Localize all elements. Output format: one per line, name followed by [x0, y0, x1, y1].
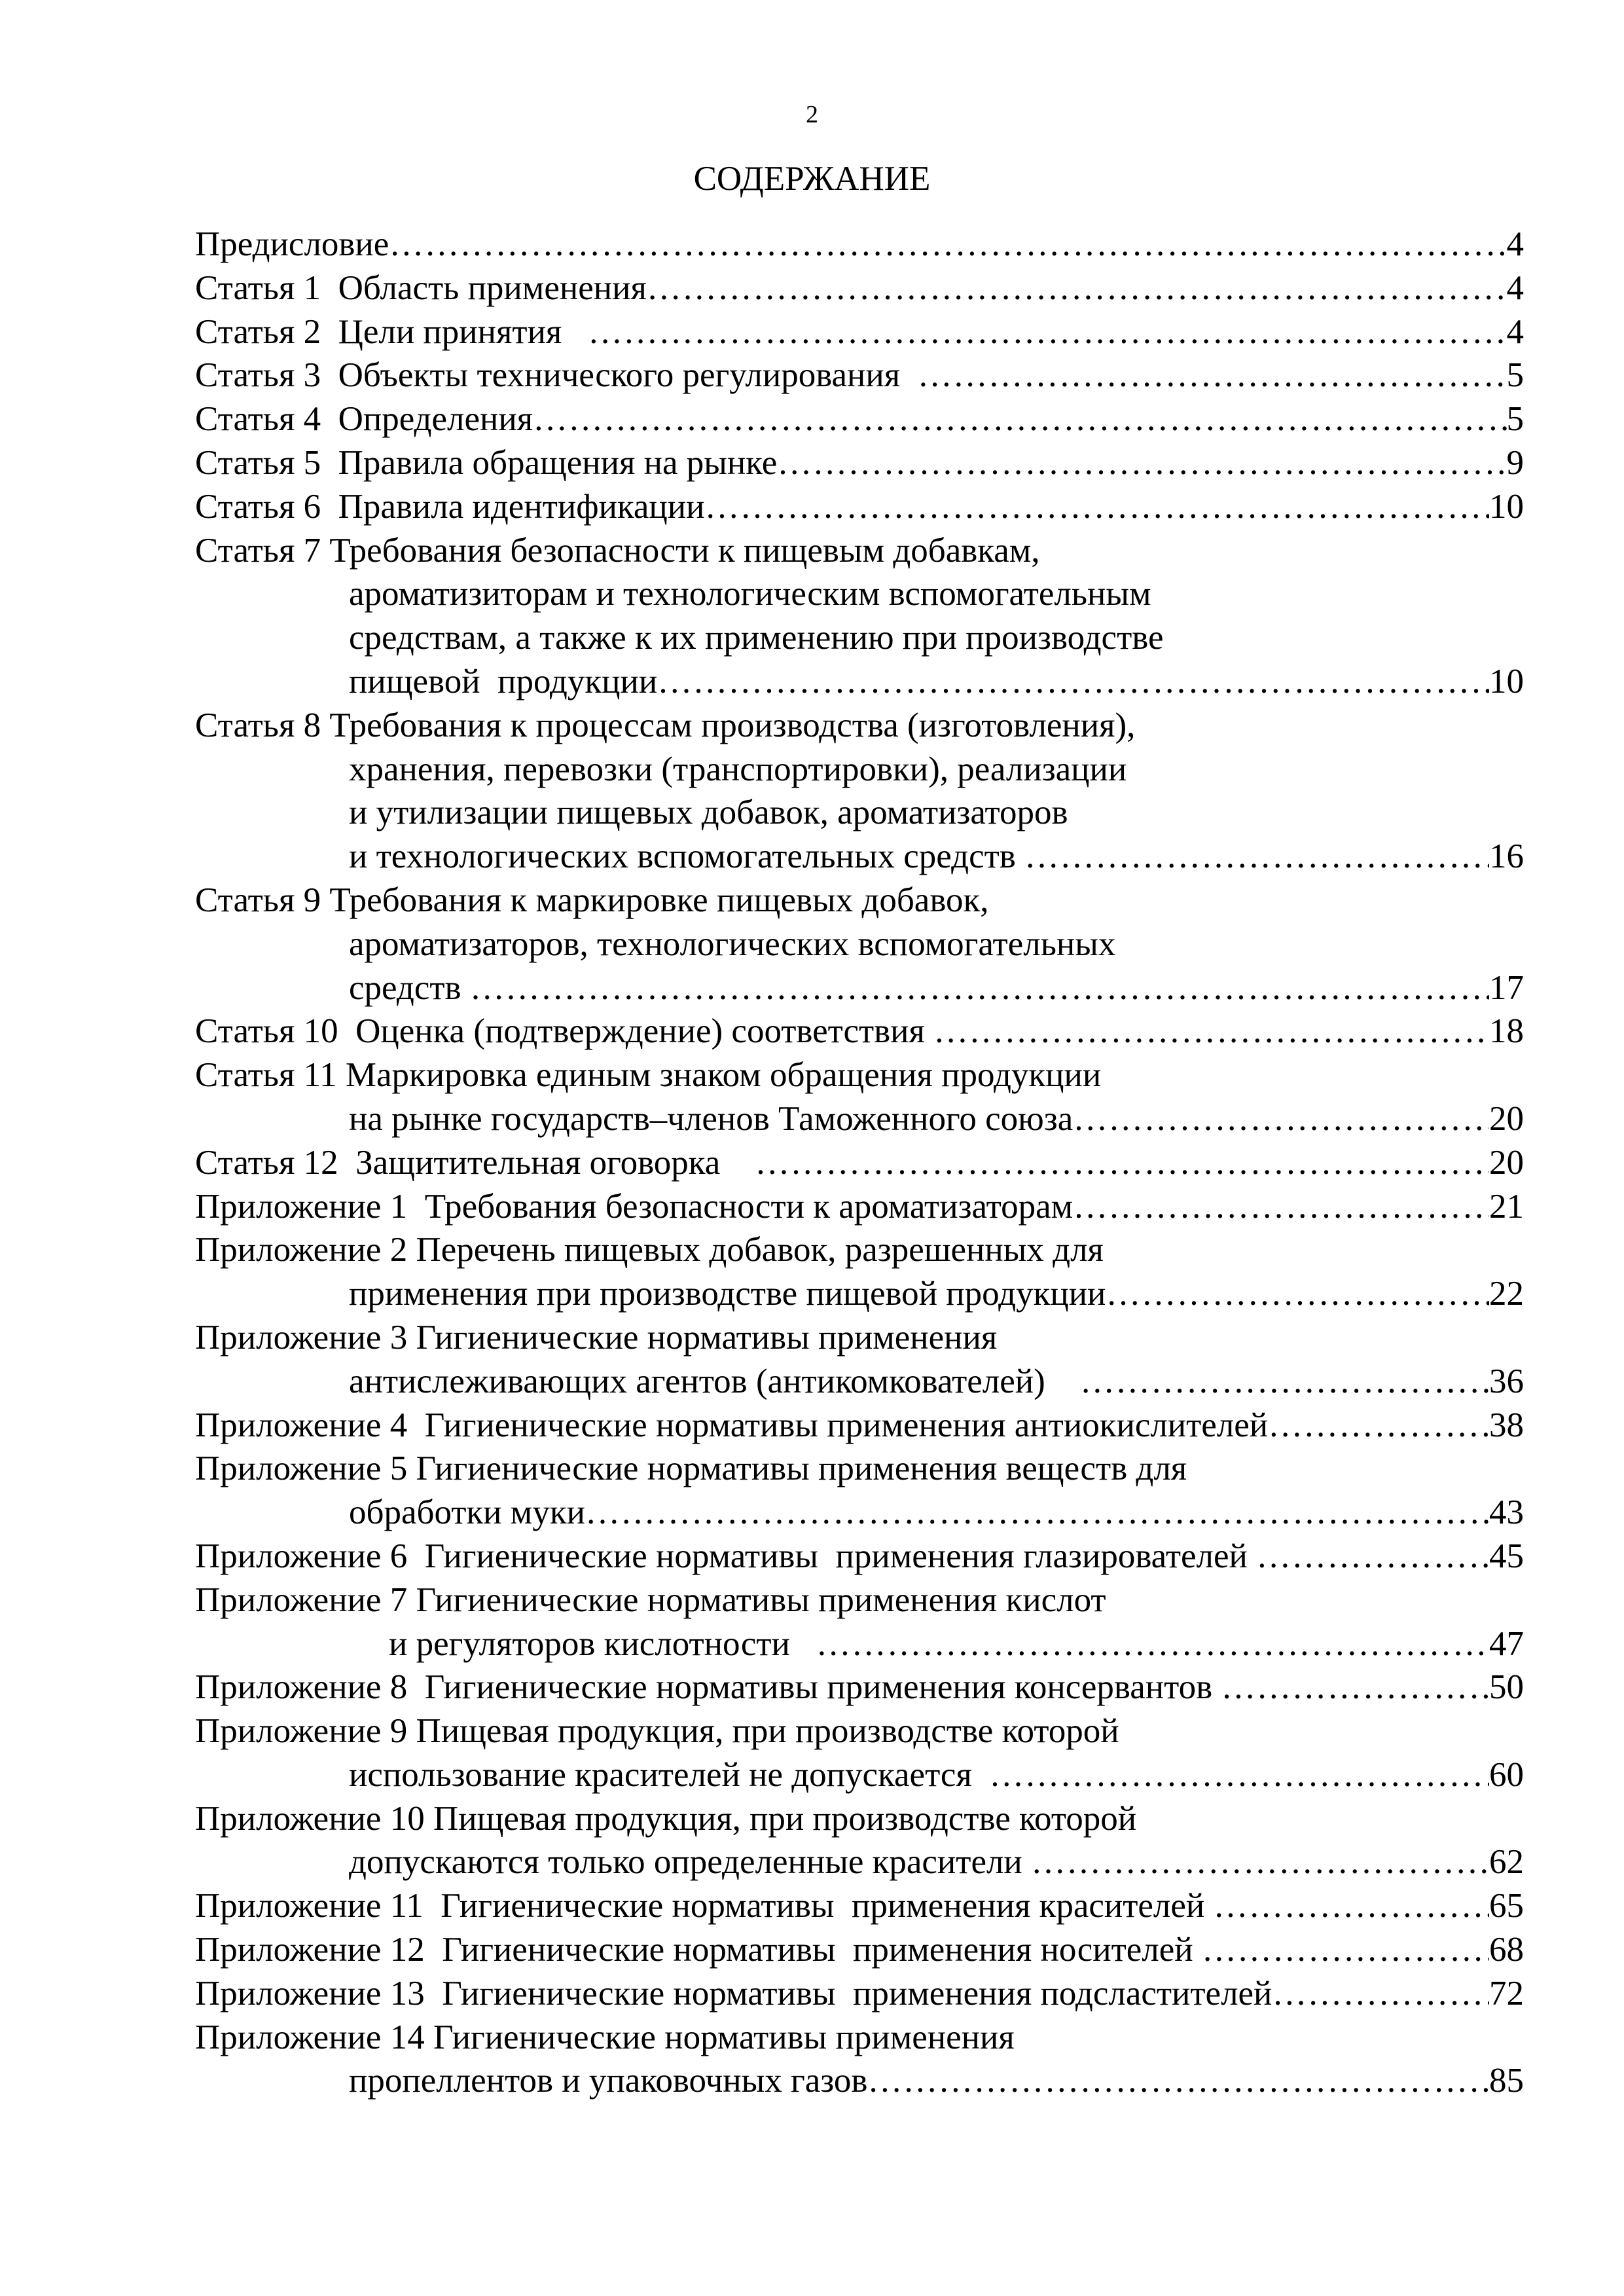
toc-entry[interactable] [195, 1053, 1524, 1141]
toc-entry-line-with-page [195, 1141, 1524, 1185]
toc-page-number: 72 [1489, 1974, 1524, 2013]
toc-page-number: 65 [1489, 1887, 1524, 1925]
toc-page-number: 38 [1489, 1406, 1524, 1444]
toc-entry[interactable] [195, 223, 1524, 266]
toc-entry-text: использование красителей не допускается [349, 1755, 990, 1794]
dot-leader [533, 397, 1506, 441]
toc-entry-text: Статья 3 Объекты технического регулирования [195, 356, 918, 395]
toc-entry[interactable] [195, 266, 1524, 310]
toc-page-number: 18 [1489, 1012, 1524, 1051]
dot-leader [1024, 835, 1489, 879]
dot-leader [1272, 1972, 1489, 2016]
dot-leader [1214, 1884, 1489, 1928]
toc-entry-text: и регуляторов кислотности [389, 1624, 816, 1663]
dot-leader [918, 354, 1507, 397]
toc-entry[interactable] [195, 1535, 1524, 1578]
toc-page-number: 22 [1489, 1275, 1524, 1313]
toc-entry[interactable] [195, 2016, 1524, 2104]
toc-entry-text: Статья 11 Маркировка единым знаком обращения продукции [195, 1056, 1102, 1095]
toc-entry-text: Статья 5 Правила обращения на рынке [195, 443, 778, 482]
toc-entry-text: и технологических вспомогательных средств [349, 837, 1025, 876]
toc-entry[interactable] [195, 1666, 1524, 1709]
toc-entry-line-with-page [195, 1972, 1524, 2016]
dot-leader [933, 1010, 1489, 1053]
toc-entry-text: Приложение 4 Гигиенические нормативы применения антиокислителей [195, 1406, 1269, 1444]
toc-entry[interactable] [195, 879, 1524, 1010]
toc-entry-text: Статья 7 Требования безопасности к пищевым добавкам, [195, 531, 1040, 570]
toc-page-number: 20 [1489, 1099, 1524, 1138]
page-title: СОДЕРЖАНИЕ [693, 160, 931, 198]
toc-entry-line-with-page [195, 1884, 1524, 1928]
toc-page-number: 10 [1489, 487, 1524, 526]
toc-entry-text: Статья 6 Правила идентификации [195, 487, 705, 526]
toc-entry-line-with-page [195, 441, 1524, 485]
toc-entry-line-with-page [195, 397, 1524, 441]
toc-page-number: 4 [1506, 312, 1524, 351]
toc-page-number: 68 [1489, 1931, 1524, 1969]
toc-entry-text: Приложение 8 Гигиенические нормативы применения консервантов [195, 1668, 1221, 1707]
dot-leader [470, 966, 1489, 1010]
toc-page-number: 43 [1489, 1493, 1524, 1532]
toc-entry-line-with-page [195, 1097, 1524, 1141]
toc-entry-text: Статья 2 Цели принятия [195, 312, 588, 351]
page-number: 2 [806, 101, 818, 128]
toc-entry-line-with-page [195, 485, 1524, 529]
toc-entry-text: Приложение 7 Гигиенические нормативы применения кислот [195, 1580, 1106, 1619]
toc-entry-line-with-page [195, 1840, 1524, 1884]
toc-entry-line-with-page [195, 266, 1524, 310]
toc-entry-text: ароматизаторов, технологических вспомогательных [349, 924, 1116, 963]
toc-entry-text: Приложение 6 Гигиенические нормативы применения глазирователей [195, 1537, 1257, 1575]
toc-entry-text: допускаются только определенные красители [349, 1843, 1032, 1882]
toc-page-number: 16 [1489, 837, 1524, 876]
toc-entry-text: Приложение 9 Пищевая продукция, при производстве которой [195, 1712, 1119, 1751]
toc-entry-line-with-page [195, 1622, 1524, 1666]
dot-leader [647, 266, 1507, 310]
toc-entry-text: Приложение 11 Гигиенические нормативы применения красителей [195, 1887, 1214, 1925]
toc-entry[interactable] [195, 397, 1524, 441]
toc-entry[interactable] [195, 485, 1524, 529]
toc-entry-text: Приложение 14 Гигиенические нормативы применения [195, 2018, 1015, 2056]
dot-leader [867, 2059, 1489, 2103]
dot-leader [1031, 1840, 1489, 1884]
toc-entry-text: Приложение 10 Пищевая продукция, при производстве которой [195, 1799, 1137, 1838]
toc-entry-line-with-page [195, 1404, 1524, 1448]
toc-entry[interactable] [195, 1141, 1524, 1185]
toc-entry-text: хранения, перевозки (транспортировки), реализации [349, 750, 1127, 788]
toc-page-number: 5 [1506, 356, 1524, 395]
toc-entry-line-with-page [195, 660, 1524, 704]
toc-entry-text: обработки муки [349, 1493, 585, 1532]
dot-leader [1256, 1535, 1489, 1578]
dot-leader [1202, 1928, 1489, 1972]
toc-entry-text: Приложение 12 Гигиенические нормативы применения носителей [195, 1931, 1202, 1969]
toc-entry-text: Статья 9 Требования к маркировке пищевых добавок, [195, 881, 989, 919]
toc-entry-text: Статья 1 Область применения [195, 268, 647, 307]
toc-entry-line-with-page [195, 1753, 1524, 1797]
dot-leader [755, 1141, 1489, 1185]
toc-entry-text: средств [349, 968, 470, 1007]
toc-entry[interactable] [195, 1578, 1524, 1666]
toc-entry-line-with-page [195, 223, 1524, 266]
toc-page-number: 36 [1489, 1362, 1524, 1400]
toc-entry[interactable] [195, 1884, 1524, 1928]
toc-entry[interactable] [195, 1010, 1524, 1053]
toc-entry-line-with-page [195, 2059, 1524, 2103]
toc-entry-text: средствам, а также к их применению при производстве [349, 619, 1164, 657]
dot-leader [588, 310, 1506, 354]
toc-entry-text: Статья 10 Оценка (подтверждение) соответствия [195, 1012, 934, 1051]
toc-entry-line-with-page [195, 310, 1524, 354]
toc-entry-text: Приложение 3 Гигиенические нормативы применения [195, 1318, 998, 1357]
toc-entry-line-with-page [195, 1666, 1524, 1709]
toc-entry[interactable] [195, 310, 1524, 354]
dot-leader [989, 1753, 1489, 1797]
toc-entry[interactable] [195, 1447, 1524, 1535]
table-of-contents [195, 223, 1524, 2103]
dot-leader [1080, 1360, 1489, 1404]
toc-entry-line-with-page [195, 1185, 1524, 1229]
toc-page-number: 4 [1506, 268, 1524, 307]
toc-page-number: 4 [1506, 225, 1524, 263]
toc-entry[interactable] [195, 1797, 1524, 1885]
toc-entry-line-with-page [195, 1272, 1524, 1316]
dot-leader [816, 1622, 1489, 1666]
toc-entry-text: Приложение 1 Требования безопасности к ароматизаторам [195, 1187, 1074, 1226]
toc-page-number: 21 [1489, 1187, 1524, 1226]
toc-page-number: 9 [1506, 443, 1524, 482]
toc-page-number: 47 [1489, 1624, 1524, 1663]
dot-leader [1073, 1097, 1489, 1141]
toc-entry-text: Приложение 5 Гигиенические нормативы применения веществ для [195, 1449, 1187, 1488]
toc-page-number: 50 [1489, 1668, 1524, 1707]
toc-entry[interactable] [195, 354, 1524, 397]
dot-leader [657, 660, 1489, 704]
toc-page-number: 45 [1489, 1537, 1524, 1575]
toc-entry-text: пропеллентов и упаковочных газов [349, 2062, 868, 2100]
toc-page-number: 5 [1506, 400, 1524, 439]
toc-entry-text: антислеживающих агентов (антикомкователей) [349, 1362, 1080, 1400]
toc-entry-text: Статья 8 Требования к процессам производства (изготовления), [195, 706, 1136, 744]
toc-entry-text: пищевой продукции [349, 662, 658, 701]
toc-entry[interactable] [195, 1185, 1524, 1229]
toc-page-number: 10 [1489, 662, 1524, 701]
toc-page-number: 20 [1489, 1143, 1524, 1182]
toc-entry-line-with-page [195, 1535, 1524, 1578]
dot-leader [585, 1491, 1489, 1535]
toc-page-number: 17 [1489, 968, 1524, 1007]
toc-entry[interactable] [195, 441, 1524, 485]
toc-entry-text: Статья 4 Определения [195, 400, 533, 439]
dot-leader [1106, 1272, 1489, 1316]
toc-entry-text: Приложение 13 Гигиенические нормативы применения подсластителей [195, 1974, 1272, 2013]
toc-page-number: 62 [1489, 1843, 1524, 1882]
toc-entry-line-with-page [195, 1928, 1524, 1972]
dot-leader [705, 485, 1490, 529]
toc-entry[interactable] [195, 1404, 1524, 1448]
toc-entry[interactable] [195, 1228, 1524, 1316]
dot-leader [1221, 1666, 1489, 1709]
toc-entry[interactable] [195, 1316, 1524, 1404]
toc-entry-line-with-page [195, 1491, 1524, 1535]
toc-entry-line-with-page [195, 966, 1524, 1010]
toc-entry[interactable] [195, 529, 1524, 704]
dot-leader [1268, 1404, 1489, 1448]
toc-page-number: 85 [1489, 2062, 1524, 2100]
toc-entry[interactable] [195, 1972, 1524, 2016]
dot-leader [389, 223, 1506, 266]
dot-leader [1073, 1185, 1489, 1229]
toc-entry-text: Приложение 2 Перечень пищевых добавок, разрешенных для [195, 1231, 1104, 1269]
toc-entry-line-with-page [195, 1360, 1524, 1404]
toc-entry[interactable] [195, 1709, 1524, 1797]
toc-entry[interactable] [195, 704, 1524, 879]
toc-entry-text: ароматизиторам и технологическим вспомогательным [349, 575, 1151, 613]
toc-entry-line-with-page [195, 354, 1524, 397]
toc-entry-text: на рынке государств–членов Таможенного союза [349, 1099, 1074, 1138]
toc-entry[interactable] [195, 1928, 1524, 1972]
toc-entry-line-with-page [195, 1010, 1524, 1053]
toc-entry-line-with-page [195, 835, 1524, 879]
toc-entry-text: Статья 12 Защитительная оговорка [195, 1143, 755, 1182]
toc-entry-text: применения при производстве пищевой продукции [349, 1275, 1106, 1313]
dot-leader [777, 441, 1506, 485]
toc-entry-text: Предисловие [195, 225, 389, 263]
toc-page-number: 60 [1489, 1755, 1524, 1794]
toc-entry-text: и утилизации пищевых добавок, ароматизаторов [349, 793, 1068, 832]
